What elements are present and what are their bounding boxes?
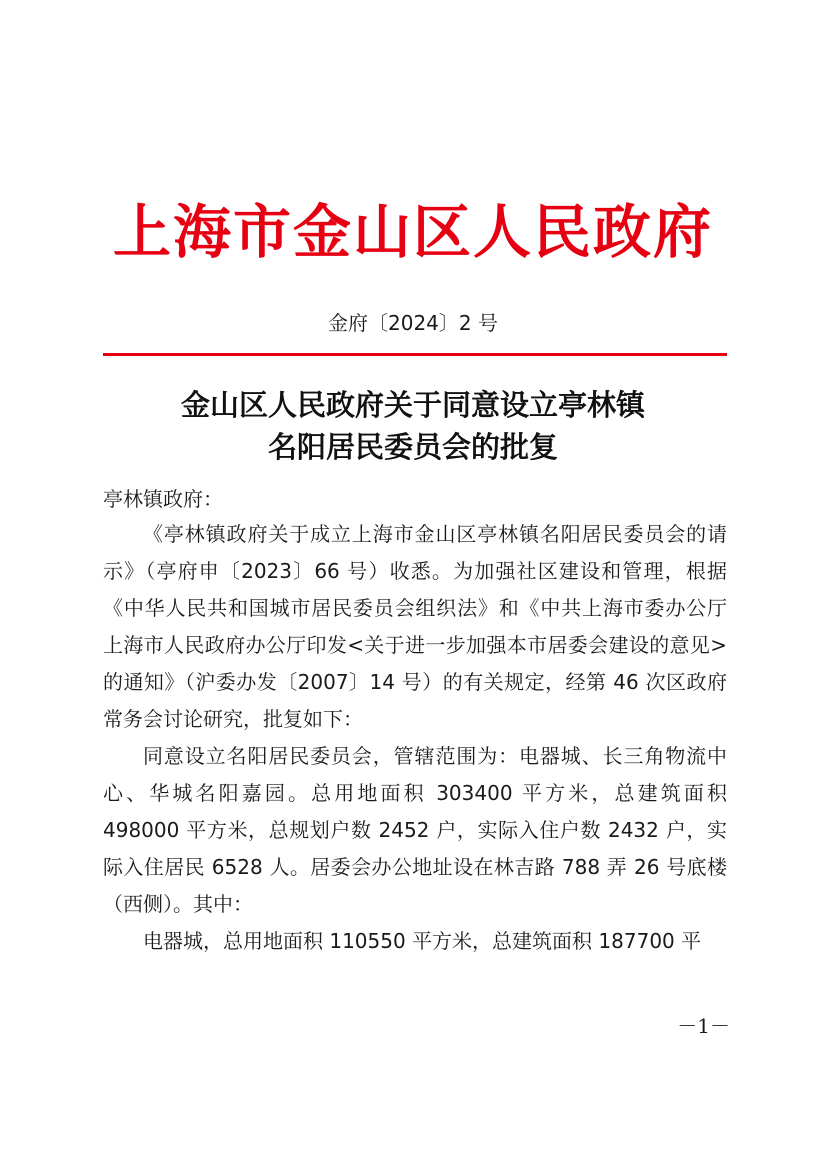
document-number: 金府〔2024〕2 号 <box>328 311 498 335</box>
document-body <box>103 516 727 960</box>
page-number: －1－ <box>677 1014 730 1038</box>
document-title-line-1: 金山区人民政府关于同意设立亭林镇 <box>180 388 645 422</box>
issuer-header: 上海市金山区人民政府 <box>112 198 713 266</box>
salutation: 亭林镇政府： <box>103 487 223 511</box>
red-divider-line <box>103 353 727 356</box>
document-title-line-2: 名阳居民委员会的批复 <box>267 430 558 464</box>
body-paragraph-2: 同意设立名阳居民委员会，管辖范围为：电器城、长三角物流中心、华城名阳嘉园。总用地面积 303400 平方米，总建筑面积 498000 平方米，总规划户数 2452 户，实际入住户数 2432 户，实际入住居民 6528 人。居委会办公地址设在林吉路 788 弄 26 号底楼（西侧）。其中： <box>103 744 727 916</box>
body-paragraph-3: 电器城，总用地面积 110550 平方米，总建筑面积 187700 平 <box>143 929 702 953</box>
document-title <box>0 384 826 468</box>
body-paragraph-1: 《亭林镇政府关于成立上海市金山区亭林镇名阳居民委员会的请示》（亭府申〔2023〕66 号）收悉。为加强社区建设和管理，根据《中华人民共和国城市居民委员会组织法》和《中共上海市委办公厅 上海市人民政府办公厅印发<关于进一步加强本市居委会建设的意见>的通知》（沪委办发〔2007〕14 号）的有关规定，经第 46 次区政府常务会讨论研究，批复如下： <box>103 522 727 731</box>
